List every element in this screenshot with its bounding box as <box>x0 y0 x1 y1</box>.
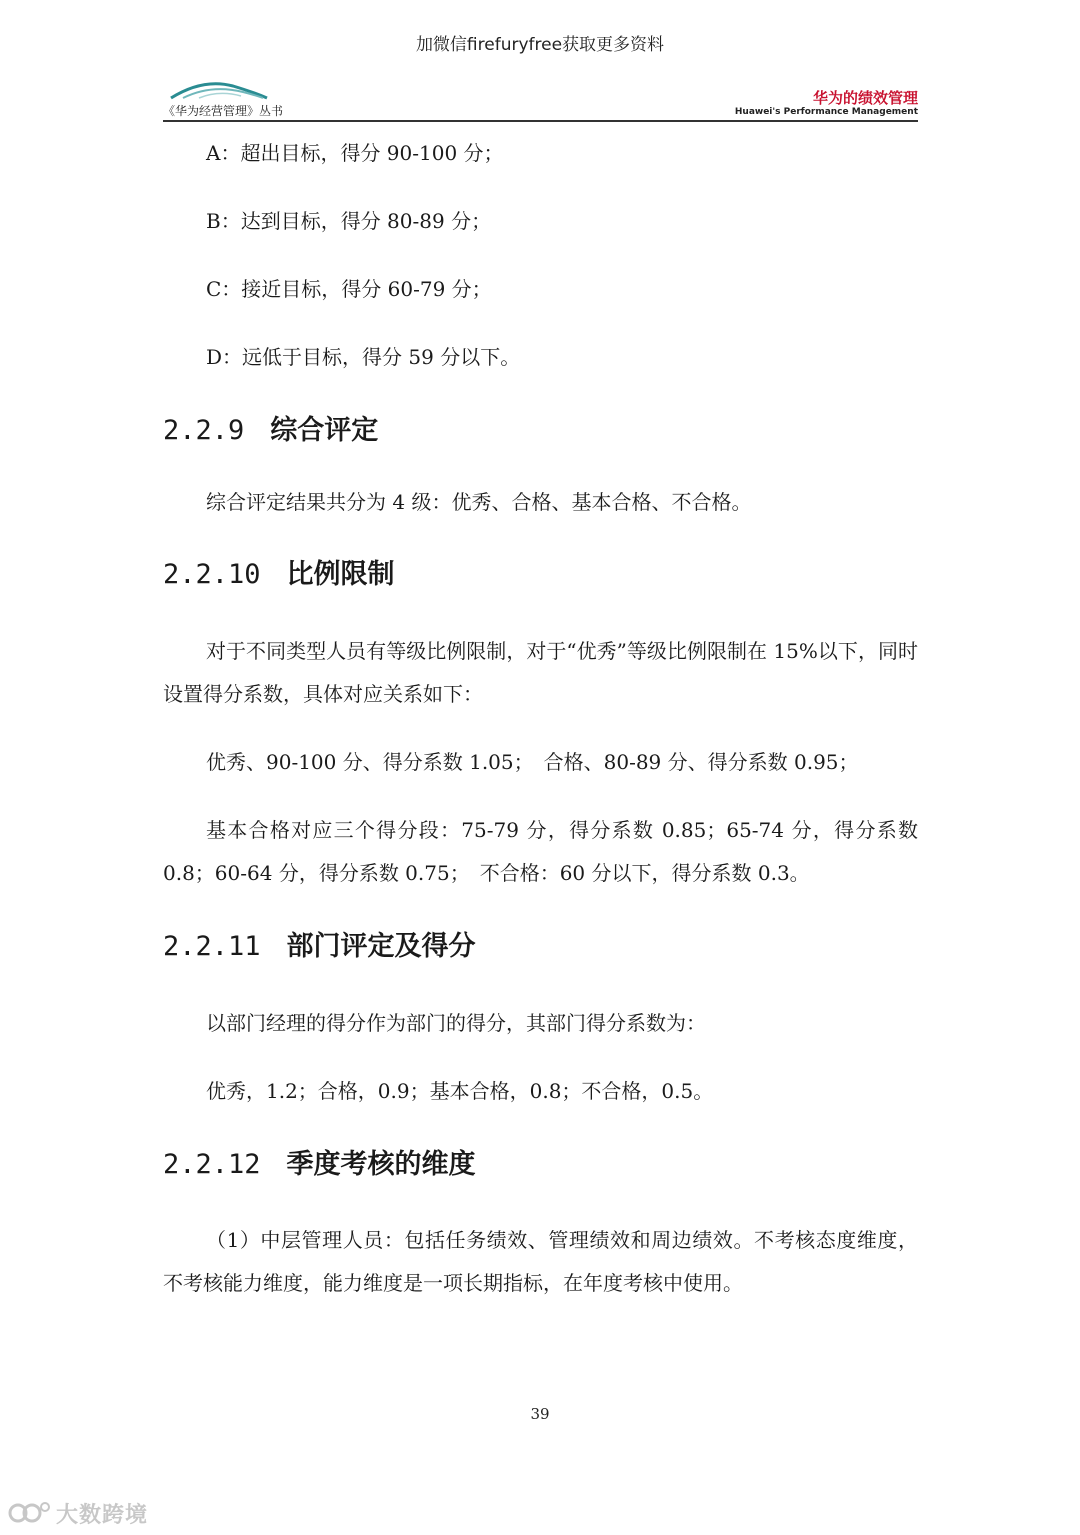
section-paragraph: （1）中层管理人员：包括任务绩效、管理绩效和周边绩效。不考核态度维度，不考核能力维度，能力维度是一项长期指标，在年度考核中使用。 <box>163 1228 918 1295</box>
grade-option-c: C：接近目标，得分 60-79 分； <box>206 277 492 301</box>
series-title: 《华为经营管理》丛书 <box>163 104 284 118</box>
header-divider <box>163 120 918 122</box>
section-heading-2-2-10 <box>163 555 918 595</box>
watermark-text: 大数跨境 <box>56 1502 149 1528</box>
section-title: 部门评定及得分 <box>286 931 476 962</box>
section-number: 2.2.10 <box>163 559 261 590</box>
section-heading-2-2-12 <box>163 1145 918 1185</box>
series-logo-icon <box>163 76 273 102</box>
section-title: 综合评定 <box>270 415 379 446</box>
page-header <box>163 76 918 122</box>
section-paragraph: 优秀，1.2；合格，0.9；基本合格，0.8；不合格，0.5。 <box>206 1079 714 1103</box>
book-title-cn: 华为的绩效管理 <box>812 89 918 107</box>
section-paragraph: 综合评定结果共分为 4 级：优秀、合格、基本合格、不合格。 <box>206 490 752 514</box>
section-number: 2.2.12 <box>163 1149 261 1180</box>
section-paragraph: 优秀、90-100 分、得分系数 1.05； 合格、80-89 分、得分系数 0.95； <box>206 750 859 774</box>
grade-option-b: B：达到目标，得分 80-89 分； <box>206 209 492 233</box>
section-paragraph: 对于不同类型人员有等级比例限制，对于“优秀”等级比例限制在 15%以下，同时设置得分系数，具体对应关系如下： <box>163 639 918 706</box>
section-heading-2-2-11 <box>163 927 918 967</box>
watermark-logo-icon <box>6 1498 52 1528</box>
section-paragraph: 以部门经理的得分作为部门的得分，其部门得分系数为： <box>206 1011 706 1035</box>
book-title-en: Huawei's Performance Management <box>734 107 918 117</box>
section-heading-2-2-9 <box>163 411 918 451</box>
page-number: 39 <box>530 1405 550 1423</box>
section-paragraph: 基本合格对应三个得分段：75-79 分，得分系数 0.85；65-74 分，得分系数 0.8；60-64 分，得分系数 0.75； 不合格：60 分以下，得分系数 0.3。 <box>163 818 918 885</box>
top-note: 加微信firefuryfree获取更多资料 <box>415 35 665 55</box>
section-title: 比例限制 <box>286 559 395 590</box>
section-number: 2.2.9 <box>163 415 245 446</box>
grade-option-a: A：超出目标，得分 90-100 分； <box>206 141 504 165</box>
section-number: 2.2.11 <box>163 931 261 962</box>
grade-option-d: D：远低于目标，得分 59 分以下。 <box>206 345 521 369</box>
watermark <box>6 1496 148 1530</box>
section-title: 季度考核的维度 <box>286 1149 476 1180</box>
page-content <box>163 132 918 1305</box>
book-brand <box>735 90 918 118</box>
